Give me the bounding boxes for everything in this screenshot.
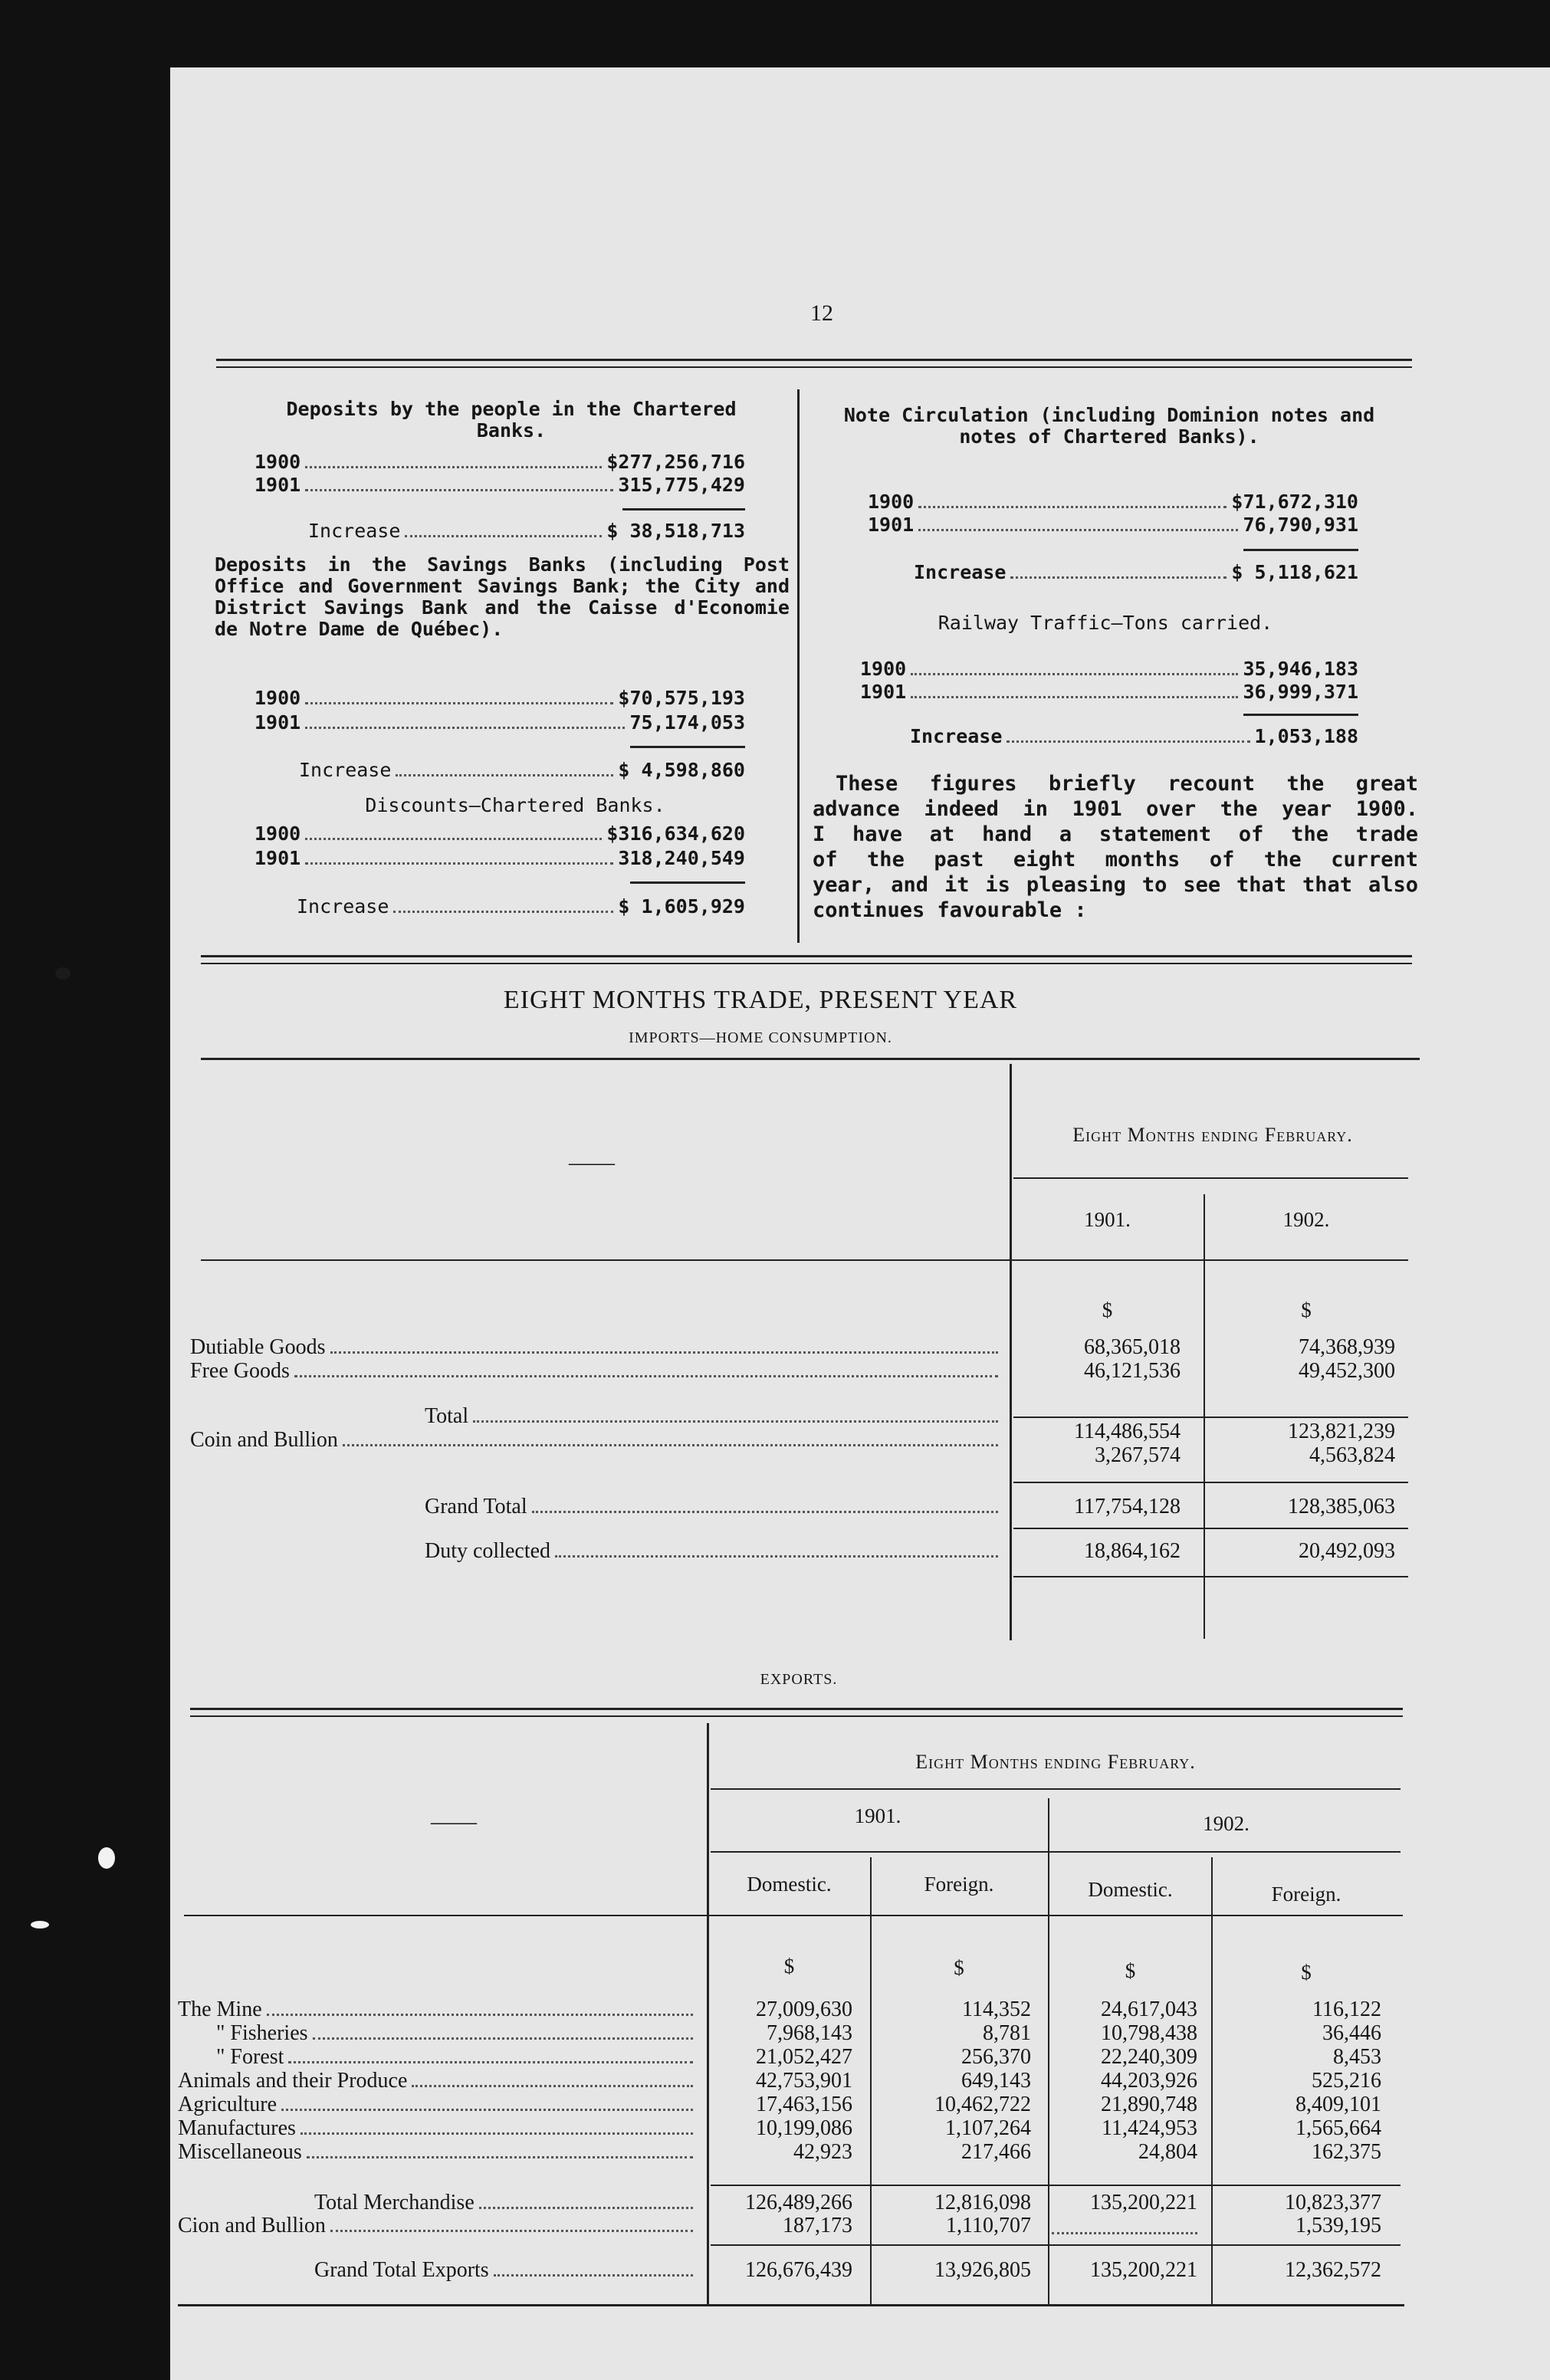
year-label: 1900 xyxy=(255,687,301,709)
increase-label: Increase xyxy=(914,561,1007,583)
col-domestic-1901: Domestic. xyxy=(747,1873,832,1896)
row-label: " Fisheries xyxy=(216,2021,308,2045)
discounts-1900-row xyxy=(255,822,745,845)
sum-rule xyxy=(630,746,745,748)
row-label: The Mine xyxy=(178,1998,262,2021)
imports-stub-dash: —— xyxy=(569,1150,615,1175)
discounts-heading: Discounts—Chartered Banks. xyxy=(365,794,665,816)
sum-rule xyxy=(1243,549,1358,551)
increase-value: 1,053,188 xyxy=(1254,725,1358,747)
exports-period-header: Eight Months ending February. xyxy=(915,1751,1196,1773)
col-foreign-1902: Foreign. xyxy=(1271,1883,1341,1906)
chartered-increase-row xyxy=(308,520,745,543)
year-label: 1901 xyxy=(255,847,301,869)
currency-1901: $ xyxy=(1102,1298,1113,1321)
header-rule xyxy=(711,1788,1401,1790)
scan-speck xyxy=(31,1921,49,1929)
row-label: Manufactures xyxy=(178,2116,296,2140)
row-label: Total Merchandise xyxy=(314,2191,475,2214)
import-row-coin xyxy=(190,1428,1003,1452)
year-label: 1900 xyxy=(255,451,301,473)
savings-1900-row xyxy=(255,687,745,710)
exports-col-divider-1902 xyxy=(1211,1857,1213,2304)
value: 75,174,053 xyxy=(629,711,745,734)
exports-year-1902: 1902. xyxy=(1203,1812,1250,1835)
exports-top-rule xyxy=(190,1708,1403,1710)
value-d1901: 126,489,266 xyxy=(745,2191,852,2214)
year-label: 1901 xyxy=(868,514,915,536)
value-d1901: 27,009,630 xyxy=(756,1998,852,2021)
increase-value: $ 5,118,621 xyxy=(1231,561,1358,583)
year-1901-header: 1901. xyxy=(1084,1208,1131,1231)
header-rule xyxy=(184,1915,1403,1916)
value-1902: 4,563,824 xyxy=(1309,1443,1395,1467)
import-row-grand-total xyxy=(425,1495,1003,1518)
export-row-grand-total xyxy=(314,2258,698,2282)
value-f1901: 8,781 xyxy=(983,2021,1031,2045)
value-d1902: 10,798,438 xyxy=(1101,2021,1197,2045)
row-label: Animals and their Produce xyxy=(178,2069,408,2093)
value-f1901: 12,816,098 xyxy=(934,2191,1031,2214)
year-label: 1900 xyxy=(868,491,915,513)
import-row-dutiable xyxy=(190,1335,1003,1359)
exports-year-1901: 1901. xyxy=(854,1804,901,1827)
subtotal-rule xyxy=(1013,1528,1408,1529)
increase-value: $ 4,598,860 xyxy=(618,759,745,781)
row-label: Cion and Bullion xyxy=(178,2214,326,2237)
value-d1902: 22,240,309 xyxy=(1101,2045,1197,2069)
value: 35,946,183 xyxy=(1243,658,1358,680)
value-f1902: 8,409,101 xyxy=(1295,2093,1381,2116)
note-heading: Note Circulation (including Dominion notes and notes of Chartered Banks). xyxy=(843,404,1375,448)
header-rule xyxy=(1013,1177,1408,1179)
year-label: 1900 xyxy=(255,822,301,845)
currency-d1902: $ xyxy=(1125,1959,1136,1982)
sum-rule xyxy=(622,508,745,510)
paragraph-line: I have at hand a statement of the trade xyxy=(813,822,1418,846)
value-f1901: 114,352 xyxy=(962,1998,1031,2021)
value-1901: 114,486,554 xyxy=(1074,1420,1181,1443)
value-f1902: 116,122 xyxy=(1312,1998,1381,2021)
page-number: 12 xyxy=(810,300,833,326)
row-label: " Forest xyxy=(216,2045,284,2069)
year-label: 1901 xyxy=(860,681,907,703)
value-f1901: 649,143 xyxy=(961,2069,1031,2093)
railway-1900-row xyxy=(860,658,1358,681)
increase-label: Increase xyxy=(308,520,401,542)
imports-period-header: Eight Months ending February. xyxy=(1072,1124,1353,1146)
export-row xyxy=(178,2140,698,2164)
row-label: Grand Total Exports xyxy=(314,2258,489,2282)
currency-1902: $ xyxy=(1301,1298,1312,1321)
row-label: Dutiable Goods xyxy=(190,1335,326,1359)
value-f1901: 1,107,264 xyxy=(945,2116,1031,2140)
savings-increase-row xyxy=(299,759,745,782)
export-row xyxy=(178,2093,698,2116)
railway-heading: Railway Traffic—Tons carried. xyxy=(938,612,1273,634)
value-1901: 46,121,536 xyxy=(1084,1359,1181,1383)
row-label: Free Goods xyxy=(190,1359,290,1383)
exports-col-divider-1901 xyxy=(870,1857,872,2304)
exports-stub-dash: —— xyxy=(431,1809,477,1834)
value: 315,775,429 xyxy=(618,474,745,496)
exports-year-divider xyxy=(1048,1798,1049,2304)
paragraph xyxy=(813,771,1418,923)
value-f1902: 8,453 xyxy=(1333,2045,1381,2069)
notes-1901-row xyxy=(868,514,1358,537)
value-f1902: 1,565,664 xyxy=(1295,2116,1381,2140)
paragraph-line: advance indeed in 1901 over the year 1900. xyxy=(813,797,1418,821)
chartered-1900-row xyxy=(255,451,745,474)
year-label: 1900 xyxy=(860,658,907,680)
value-f1902: 10,823,377 xyxy=(1285,2191,1381,2214)
notes-1900-row xyxy=(868,491,1358,514)
header-rule xyxy=(201,1259,1408,1261)
value-f1902: 36,446 xyxy=(1322,2021,1381,2045)
increase-label: Increase xyxy=(299,759,392,781)
imports-bottom-rule xyxy=(1013,1576,1408,1577)
value: $71,672,310 xyxy=(1231,491,1358,513)
value: 318,240,549 xyxy=(618,847,745,869)
export-row xyxy=(178,2069,698,2093)
value-d1902: 21,890,748 xyxy=(1101,2093,1197,2116)
paragraph-line: of the past eight months of the current xyxy=(813,848,1418,872)
value: 76,790,931 xyxy=(1243,514,1358,536)
value: 36,999,371 xyxy=(1243,681,1358,703)
row-label: Duty collected xyxy=(425,1539,551,1563)
section-rule-thin xyxy=(201,963,1412,964)
paragraph-line: continues favourable : xyxy=(813,898,1087,922)
year-label: 1901 xyxy=(255,711,301,734)
value-d1901: 10,199,086 xyxy=(756,2116,852,2140)
header-rule xyxy=(711,1851,1401,1853)
value-f1901: 217,466 xyxy=(961,2140,1031,2164)
value-d1902: 24,617,043 xyxy=(1101,1998,1197,2021)
bottom-rule xyxy=(178,2304,1404,2306)
value-f1902: 525,216 xyxy=(1312,2069,1381,2093)
chartered-1901-row xyxy=(255,474,745,497)
year-1902-header: 1902. xyxy=(1282,1208,1330,1231)
row-label: Coin and Bullion xyxy=(190,1428,338,1452)
currency-f1902: $ xyxy=(1301,1961,1312,1984)
exports-subtitle: EXPORTS. xyxy=(760,1671,838,1688)
sum-rule xyxy=(630,881,745,884)
value-d1901: 42,753,901 xyxy=(756,2069,852,2093)
increase-value: $ 1,605,929 xyxy=(618,895,745,918)
value-f1902: 162,375 xyxy=(1312,2140,1381,2164)
row-label: Grand Total xyxy=(425,1495,527,1518)
value-d1902: 11,424,953 xyxy=(1102,2116,1197,2140)
subtotal-rule xyxy=(711,2244,1401,2246)
import-row-free xyxy=(190,1359,1003,1383)
value-d1901: 42,923 xyxy=(793,2140,852,2164)
import-row-duty xyxy=(425,1539,1003,1563)
value-1901: 18,864,162 xyxy=(1084,1539,1181,1563)
value-d1902: 135,200,221 xyxy=(1090,2191,1197,2214)
chartered-heading: Deposits by the people in the Chartered Banks. xyxy=(286,398,737,442)
col-foreign-1901: Foreign. xyxy=(924,1873,994,1896)
exports-divider xyxy=(707,1723,709,2306)
year-label: 1901 xyxy=(255,474,301,496)
value-d1901: 7,968,143 xyxy=(767,2021,852,2045)
paragraph-line: These figures briefly recount the great xyxy=(836,772,1418,796)
trade-title: EIGHT MONTHS TRADE, PRESENT YEAR xyxy=(503,986,1018,1014)
value-1901: 68,365,018 xyxy=(1084,1335,1181,1359)
sum-rule xyxy=(1243,714,1358,716)
increase-value: $ 38,518,713 xyxy=(606,520,745,542)
value: $70,575,193 xyxy=(618,687,745,709)
value-d1901: 17,463,156 xyxy=(756,2093,852,2116)
value-1902: 20,492,093 xyxy=(1299,1539,1395,1563)
increase-label: Increase xyxy=(297,895,389,918)
row-label: Total xyxy=(425,1404,469,1428)
value-1902: 123,821,239 xyxy=(1288,1420,1395,1443)
value-f1902: 12,362,572 xyxy=(1285,2258,1381,2282)
top-rule-thin xyxy=(216,366,1412,368)
currency-d1901: $ xyxy=(783,1955,795,1978)
export-row xyxy=(178,2116,698,2140)
discounts-1901-row xyxy=(255,847,745,870)
value-1901: 3,267,574 xyxy=(1095,1443,1181,1467)
export-row xyxy=(216,2045,698,2069)
railway-1901-row xyxy=(860,681,1358,704)
increase-label: Increase xyxy=(910,725,1003,747)
col-domestic-1902: Domestic. xyxy=(1088,1878,1173,1901)
imports-top-rule xyxy=(201,1058,1420,1060)
document-page xyxy=(170,67,1550,2380)
value-1902: 49,452,300 xyxy=(1299,1359,1395,1383)
subtotal-rule xyxy=(711,2185,1401,2186)
value-f1901: 256,370 xyxy=(961,2045,1031,2069)
savings-heading: Deposits in the Savings Banks (including Post Office and Government Savings Bank; the City and District Savings Bank and the Caisse d'Economie de Notre Dame de Québec). xyxy=(215,553,790,640)
scan-speck xyxy=(98,1847,115,1869)
top-rule xyxy=(216,359,1412,361)
value-d1901: 21,052,427 xyxy=(756,2045,852,2069)
discounts-increase-row xyxy=(297,895,745,918)
subtotal-rule xyxy=(1013,1417,1408,1418)
empty-d1902-leader xyxy=(1052,2214,1197,2234)
value-f1901: 1,110,707 xyxy=(946,2214,1031,2237)
export-row xyxy=(178,1998,698,2021)
column-divider xyxy=(797,389,800,943)
value-f1901: 13,926,805 xyxy=(934,2258,1031,2282)
row-label: Miscellaneous xyxy=(178,2140,302,2164)
value-f1902: 1,539,195 xyxy=(1295,2214,1381,2237)
export-row-total-merchandise xyxy=(314,2191,698,2214)
subtotal-rule xyxy=(1013,1482,1408,1483)
value-1901: 117,754,128 xyxy=(1074,1495,1181,1518)
imports-subtitle: IMPORTS—HOME CONSUMPTION. xyxy=(629,1029,892,1046)
row-label: Agriculture xyxy=(178,2093,277,2116)
currency-f1901: $ xyxy=(954,1956,964,1979)
paragraph-line: year, and it is pleasing to see that that also xyxy=(813,873,1418,897)
value: $277,256,716 xyxy=(606,451,745,473)
scan-speck xyxy=(55,967,71,980)
exports-top-rule-thin xyxy=(190,1715,1403,1717)
value-1902: 74,368,939 xyxy=(1299,1335,1395,1359)
export-row-coin xyxy=(178,2214,698,2237)
imports-divider xyxy=(1010,1064,1012,1640)
import-row-total xyxy=(425,1404,1003,1428)
value-1902: 128,385,063 xyxy=(1288,1495,1395,1518)
railway-increase-row xyxy=(910,725,1358,748)
value-d1902: 44,203,926 xyxy=(1101,2069,1197,2093)
export-row xyxy=(216,2021,698,2045)
notes-increase-row xyxy=(914,561,1358,584)
value-d1901: 187,173 xyxy=(783,2214,852,2237)
value-d1902: 24,804 xyxy=(1138,2140,1197,2164)
savings-1901-row xyxy=(255,711,745,734)
section-rule xyxy=(201,955,1412,957)
value-d1902: 135,200,221 xyxy=(1090,2258,1197,2282)
value-d1901: 126,676,439 xyxy=(745,2258,852,2282)
value-f1901: 10,462,722 xyxy=(934,2093,1031,2116)
value: $316,634,620 xyxy=(606,822,745,845)
